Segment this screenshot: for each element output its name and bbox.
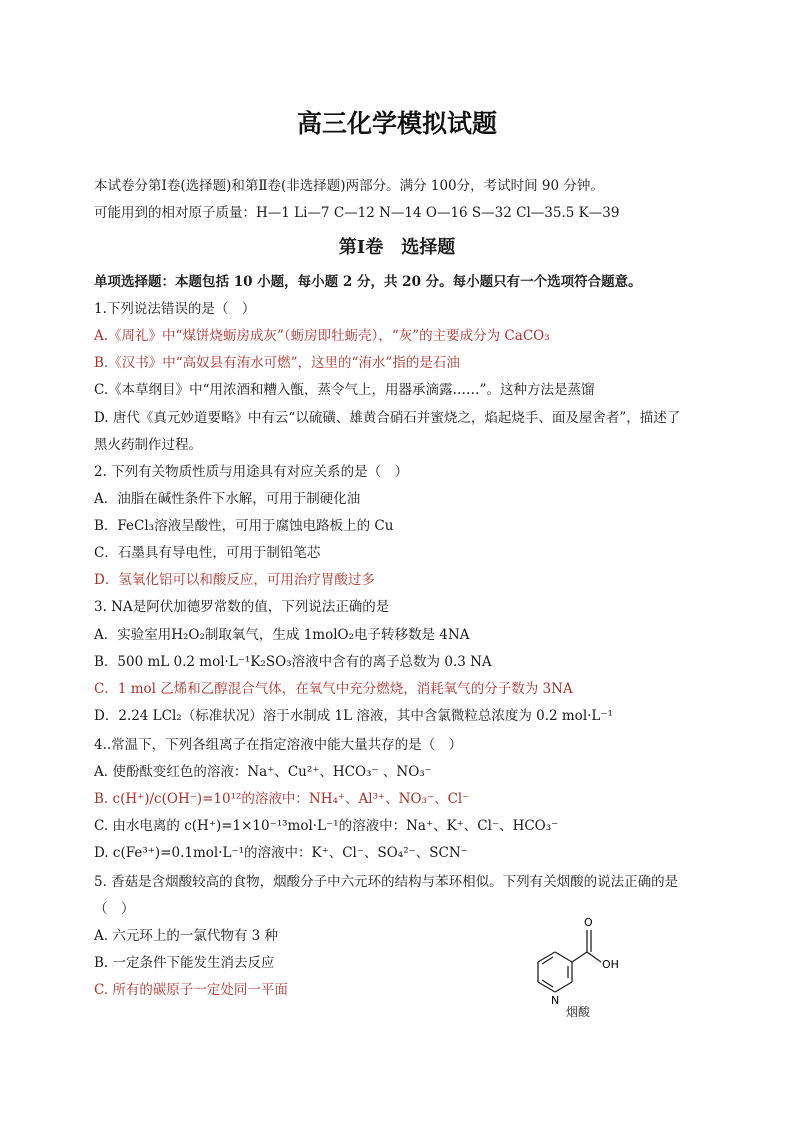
- q5-option-b: B. 一定条件下能发生消去反应: [94, 955, 275, 971]
- oxygen-atom-label: O: [584, 916, 593, 929]
- q3-option-b: B．500 mL 0.2 mol·L⁻¹K₂SO₃溶液中含有的离子总数为 0.3 NA: [94, 654, 492, 670]
- q4-stem: 4..常温下，下列各组离子在指定溶液中能大量共存的是（ ）: [94, 737, 463, 753]
- q4-option-a: A. 使酚酞变红色的溶液：Na⁺、Cu²⁺、HCO₃⁻ 、NO₃⁻: [94, 764, 432, 780]
- q2-option-a: A．油脂在碱性条件下水解，可用于制硬化油: [94, 491, 361, 507]
- q2-option-d: D．氢氧化铝可以和酸反应，可用治疗胃酸过多: [94, 572, 375, 588]
- q1-option-c: C.《本草纲目》中“用浓酒和糟入甑，蒸令气上，用器承滴露……”。这种方法是蒸馏: [94, 382, 595, 398]
- q5-option-c: C. 所有的碳原子一定处同一平面: [94, 982, 288, 998]
- q2-option-c: C．石墨具有导电性，可用于制铅笔芯: [94, 545, 321, 561]
- q1-option-a: A.《周礼》中“煤饼烧蛎房成灰”（蛎房即牡蛎壳），“灰”的主要成分为 CaCO₃: [94, 328, 550, 344]
- q4-option-b: B. c(H⁺)/c(OH⁻)=10¹²的溶液中：NH₄⁺、Al³⁺、NO₃⁻、Cl⁻: [94, 791, 470, 807]
- q4-option-d: D. c(Fe³⁺)=0.1mol·L⁻¹的溶液中：K⁺、Cl⁻、SO₄²⁻、SCN⁻: [94, 845, 468, 861]
- q5-stem: 5. 香菇是含烟酸较高的食物，烟酸分子中六元环的结构与苯环相似。下列有关烟酸的说法正确的是: [94, 874, 679, 890]
- q3-stem: 3. NA是阿伏加德罗常数的值，下列说法正确的是: [94, 599, 390, 615]
- q4-option-c: C. 由水电离的 c(H⁺)=1×10⁻¹³mol·L⁻¹的溶液中：Na⁺、K⁺、Cl⁻、HCO₃⁻: [94, 818, 559, 834]
- q3-option-c: C．1 mol 乙烯和乙醇混合气体，在氧气中充分燃烧，消耗氧气的分子数为 3NA: [94, 681, 573, 697]
- q1-stem: 1.下列说法错误的是（ ）: [94, 301, 256, 317]
- q1-option-d-line2: 黑火药制作过程。: [94, 437, 202, 453]
- instructions: 单项选择题：本题包括 10 小题，每小题 2 分，共 20 分。每小题只有一个选项符合题意。: [94, 274, 642, 290]
- page-title: 高三化学模拟试题: [296, 109, 497, 138]
- intro-line-2: 可能用到的相对原子质量：H—1 Li—7 C—12 N—14 O—16 S—32 Cl—35.5 K—39: [94, 205, 620, 221]
- intro-line-1: 本试卷分第Ⅰ卷(选择题)和第Ⅱ卷(非选择题)两部分。满分 100分，考试时间 90 分钟。: [94, 178, 604, 194]
- hydroxyl-label: OH: [602, 958, 619, 971]
- q2-option-b: B．FeCl₃溶液呈酸性，可用于腐蚀电路板上的 Cu: [94, 518, 394, 534]
- q5-stem-paren: （ ）: [94, 901, 135, 917]
- structure-caption: 烟酸: [565, 1005, 590, 1019]
- q2-stem: 2. 下列有关物质性质与用途具有对应关系的是（ ）: [94, 464, 409, 480]
- section-title: 第Ⅰ卷 选择题: [338, 237, 456, 258]
- q5-option-a: A. 六元环上的一氯代物有 3 种: [94, 928, 279, 944]
- q3-option-d: D．2.24 LCl₂（标准状况）溶于水制成 1L 溶液，其中含氯微粒总浓度为 0.2 mol·L⁻¹: [94, 708, 613, 724]
- nitrogen-atom-label: N: [551, 994, 560, 1007]
- q1-option-d-line1: D. 唐代《真元妙道要略》中有云“以硫磺、雄黄合硝石并蜜烧之，焰起烧手、面及屋舍者”，描述了: [94, 410, 681, 426]
- q1-option-b: B.《汉书》中“高奴县有洧水可燃”，这里的“洧水”指的是石油: [94, 355, 460, 371]
- q3-option-a: A．实验室用H₂O₂制取氧气，生成 1molO₂电子转移数是 4NA: [94, 627, 470, 643]
